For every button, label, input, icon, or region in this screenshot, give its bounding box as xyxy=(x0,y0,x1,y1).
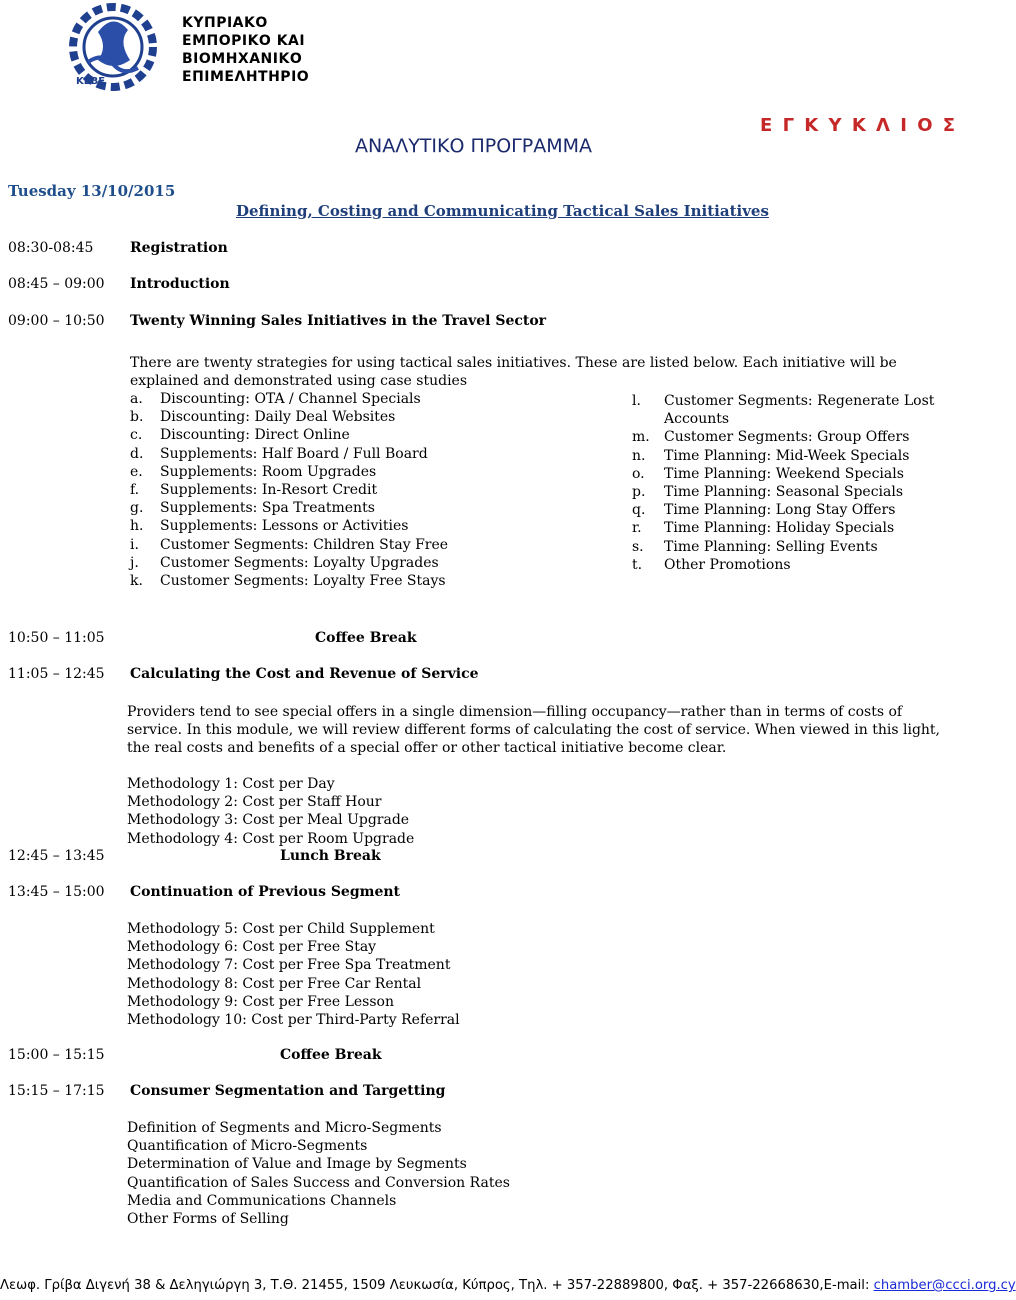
continuation-methodology-list xyxy=(127,920,460,1029)
list-letter: l. xyxy=(632,393,641,409)
list-text: Other Promotions xyxy=(664,556,791,573)
list-letter: i. xyxy=(130,536,139,553)
list-text: Supplements: Spa Treatments xyxy=(160,500,375,517)
topic-item: Determination of Value and Image by Segments xyxy=(127,1156,467,1173)
topic-item: Quantification of Micro-Segments xyxy=(127,1138,368,1155)
list-text: Time Planning: Weekend Specials xyxy=(664,465,904,482)
methodology-item: Methodology 6: Cost per Free Stay xyxy=(127,939,377,956)
list-letter: j. xyxy=(130,554,139,571)
session-title-consumer: Consumer Segmentation and Targetting xyxy=(130,1083,446,1099)
list-text: Supplements: Room Upgrades xyxy=(160,463,377,480)
methodology-item: Methodology 9: Cost per Free Lesson xyxy=(127,993,394,1010)
list-item xyxy=(632,483,934,501)
list-text: Discounting: Direct Online xyxy=(160,427,350,444)
list-item xyxy=(130,408,448,426)
cost-methodology-list xyxy=(127,775,414,848)
list-text: Supplements: Half Board / Full Board xyxy=(160,445,428,462)
svg-text:ΚΕΒΕ: ΚΕΒΕ xyxy=(76,76,106,87)
session-time-cost: 11:05 – 12:45 xyxy=(8,666,105,682)
topic-item: Quantification of Sales Success and Conversion Rates xyxy=(127,1174,510,1191)
methodology-item: Methodology 8: Cost per Free Car Rental xyxy=(127,975,422,992)
list-letter: n. xyxy=(632,447,646,464)
list-item xyxy=(130,517,448,535)
session-time-registration: 08:30-08:45 xyxy=(8,240,94,256)
session-title-continuation: Continuation of Previous Segment xyxy=(130,884,400,900)
chamber-logo-emblem-icon xyxy=(58,2,168,92)
list-text: Time Planning: Mid-Week Specials xyxy=(664,447,910,464)
break-title-coffee-2: Coffee Break xyxy=(280,1047,382,1063)
initiatives-list-left xyxy=(130,390,448,590)
list-text: Supplements: In-Resort Credit xyxy=(160,482,378,499)
methodology-item: Methodology 3: Cost per Meal Upgrade xyxy=(127,812,410,829)
session-time-coffee-2: 15:00 – 15:15 xyxy=(8,1047,105,1063)
session-time-lunch: 12:45 – 13:45 xyxy=(8,848,105,864)
org-line: ΕΜΠΟΡΙΚΟ ΚΑΙ xyxy=(182,33,306,49)
list-item xyxy=(632,447,934,465)
list-letter: g. xyxy=(130,500,144,517)
org-line: ΒΙΟΜΗΧΑΝΙΚΟ xyxy=(182,51,303,67)
session-title-registration: Registration xyxy=(130,240,228,256)
list-item xyxy=(632,501,934,519)
methodology-item: Methodology 1: Cost per Day xyxy=(127,776,335,792)
break-title-coffee-1: Coffee Break xyxy=(315,630,417,646)
list-letter: k. xyxy=(130,573,143,590)
list-text: Time Planning: Long Stay Offers xyxy=(664,502,896,519)
list-letter: c. xyxy=(130,427,143,444)
organization-name xyxy=(182,14,309,86)
list-text: Time Planning: Holiday Specials xyxy=(664,520,895,537)
methodology-item: Methodology 5: Cost per Child Supplement xyxy=(127,921,435,937)
footer-contact xyxy=(0,1278,1016,1293)
session-time-continuation: 13:45 – 15:00 xyxy=(8,884,105,900)
list-item-continuation xyxy=(632,410,934,428)
session-time-consumer: 15:15 – 17:15 xyxy=(8,1083,105,1099)
list-item xyxy=(130,445,448,463)
list-letter: e. xyxy=(130,463,143,480)
event-date: Tuesday 13/10/2015 xyxy=(8,182,176,200)
list-item xyxy=(632,519,934,537)
list-text: Customer Segments: Loyalty Upgrades xyxy=(160,554,439,571)
list-text: Discounting: OTA / Channel Specials xyxy=(160,391,421,407)
org-line: ΕΠΙΜΕΛΗΤΗΡΙΟ xyxy=(182,69,310,85)
methodology-item: Methodology 2: Cost per Staff Hour xyxy=(127,794,382,811)
list-letter: r. xyxy=(632,520,642,537)
list-text: Time Planning: Seasonal Specials xyxy=(664,484,904,501)
consumer-topic-list xyxy=(127,1119,510,1228)
list-letter: q. xyxy=(632,502,646,519)
list-item xyxy=(632,556,934,574)
footer-address: Λεωφ. Γρίβα Διγενή 38 & Δεληγιώργη 3, Τ.Θ. 21455, 1509 Λευκωσία, Κύπρος, Τηλ. + 357-22889800, Φαξ. + 357-22668630,E-mail: xyxy=(0,1278,874,1293)
list-letter: m. xyxy=(632,429,650,446)
list-letter: a. xyxy=(130,391,143,407)
topic-item: Media and Communications Channels xyxy=(127,1192,397,1209)
list-item xyxy=(632,538,934,556)
chamber-logo xyxy=(58,2,168,92)
list-letter: h. xyxy=(130,518,144,535)
list-text: Time Planning: Selling Events xyxy=(664,538,878,555)
list-letter: t. xyxy=(632,556,643,573)
methodology-item: Methodology 7: Cost per Free Spa Treatment xyxy=(127,957,451,974)
list-letter: s. xyxy=(632,538,644,555)
list-item xyxy=(130,554,448,572)
list-text: Accounts xyxy=(664,411,730,428)
session-title-initiatives: Twenty Winning Sales Initiatives in the Travel Sector xyxy=(130,313,547,329)
document-title: ΑΝΑΛΥΤΙΚΟ ΠΡΟΓΡΑΜΜΑ xyxy=(355,135,592,157)
list-text: Customer Segments: Children Stay Free xyxy=(160,536,449,553)
session-title-introduction: Introduction xyxy=(130,276,230,292)
break-title-lunch: Lunch Break xyxy=(280,848,381,864)
topic-item: Other Forms of Selling xyxy=(127,1211,289,1228)
list-text: Customer Segments: Group Offers xyxy=(664,429,910,446)
list-item xyxy=(130,463,448,481)
session-time-initiatives: 09:00 – 10:50 xyxy=(8,313,105,329)
session-time-coffee-1: 10:50 – 11:05 xyxy=(8,630,105,646)
initiatives-list-right xyxy=(632,392,934,574)
org-line: ΚΥΠΡΙΑΚΟ xyxy=(182,15,268,31)
list-letter: p. xyxy=(632,484,646,501)
footer-email-link[interactable]: chamber@ccci.org.cy xyxy=(873,1278,1016,1293)
list-letter: b. xyxy=(130,409,144,426)
cost-description: Providers tend to see special offers in a single dimension—filling occupancy—rather than in terms of costs of service. In this module, we will review different forms of calculating the cost of service. When viewed in this light, the real costs and benefits of a special offer or other tactical initiative become clear. xyxy=(127,704,940,756)
list-letter: f. xyxy=(130,482,140,499)
list-item xyxy=(130,481,448,499)
list-item xyxy=(632,392,934,410)
list-letter: o. xyxy=(632,465,645,482)
list-text: Customer Segments: Loyalty Free Stays xyxy=(160,573,446,590)
list-item xyxy=(632,465,934,483)
initiatives-description: There are twenty strategies for using tactical sales initiatives. These are listed below. Each initiative will be explained and demonstrated using case studies xyxy=(130,355,897,389)
list-letter: d. xyxy=(130,445,144,462)
list-item xyxy=(130,499,448,517)
list-item xyxy=(130,390,448,408)
list-text: Supplements: Lessons or Activities xyxy=(160,518,409,535)
list-text: Discounting: Daily Deal Websites xyxy=(160,409,396,426)
topic-item: Definition of Segments and Micro-Segments xyxy=(127,1120,442,1136)
list-item xyxy=(130,536,448,554)
session-title-cost: Calculating the Cost and Revenue of Service xyxy=(130,666,479,682)
list-text: Customer Segments: Regenerate Lost xyxy=(664,393,935,409)
list-item xyxy=(130,426,448,444)
methodology-item: Methodology 10: Cost per Third-Party Referral xyxy=(127,1012,460,1029)
seminar-title: Defining, Costing and Communicating Tactical Sales Initiatives xyxy=(236,202,769,220)
list-item xyxy=(632,428,934,446)
methodology-item: Methodology 4: Cost per Room Upgrade xyxy=(127,830,415,847)
circular-label: Ε Γ Κ Υ Κ Λ Ι Ο Σ xyxy=(760,115,958,136)
list-item xyxy=(130,572,448,590)
session-time-introduction: 08:45 – 09:00 xyxy=(8,276,105,292)
